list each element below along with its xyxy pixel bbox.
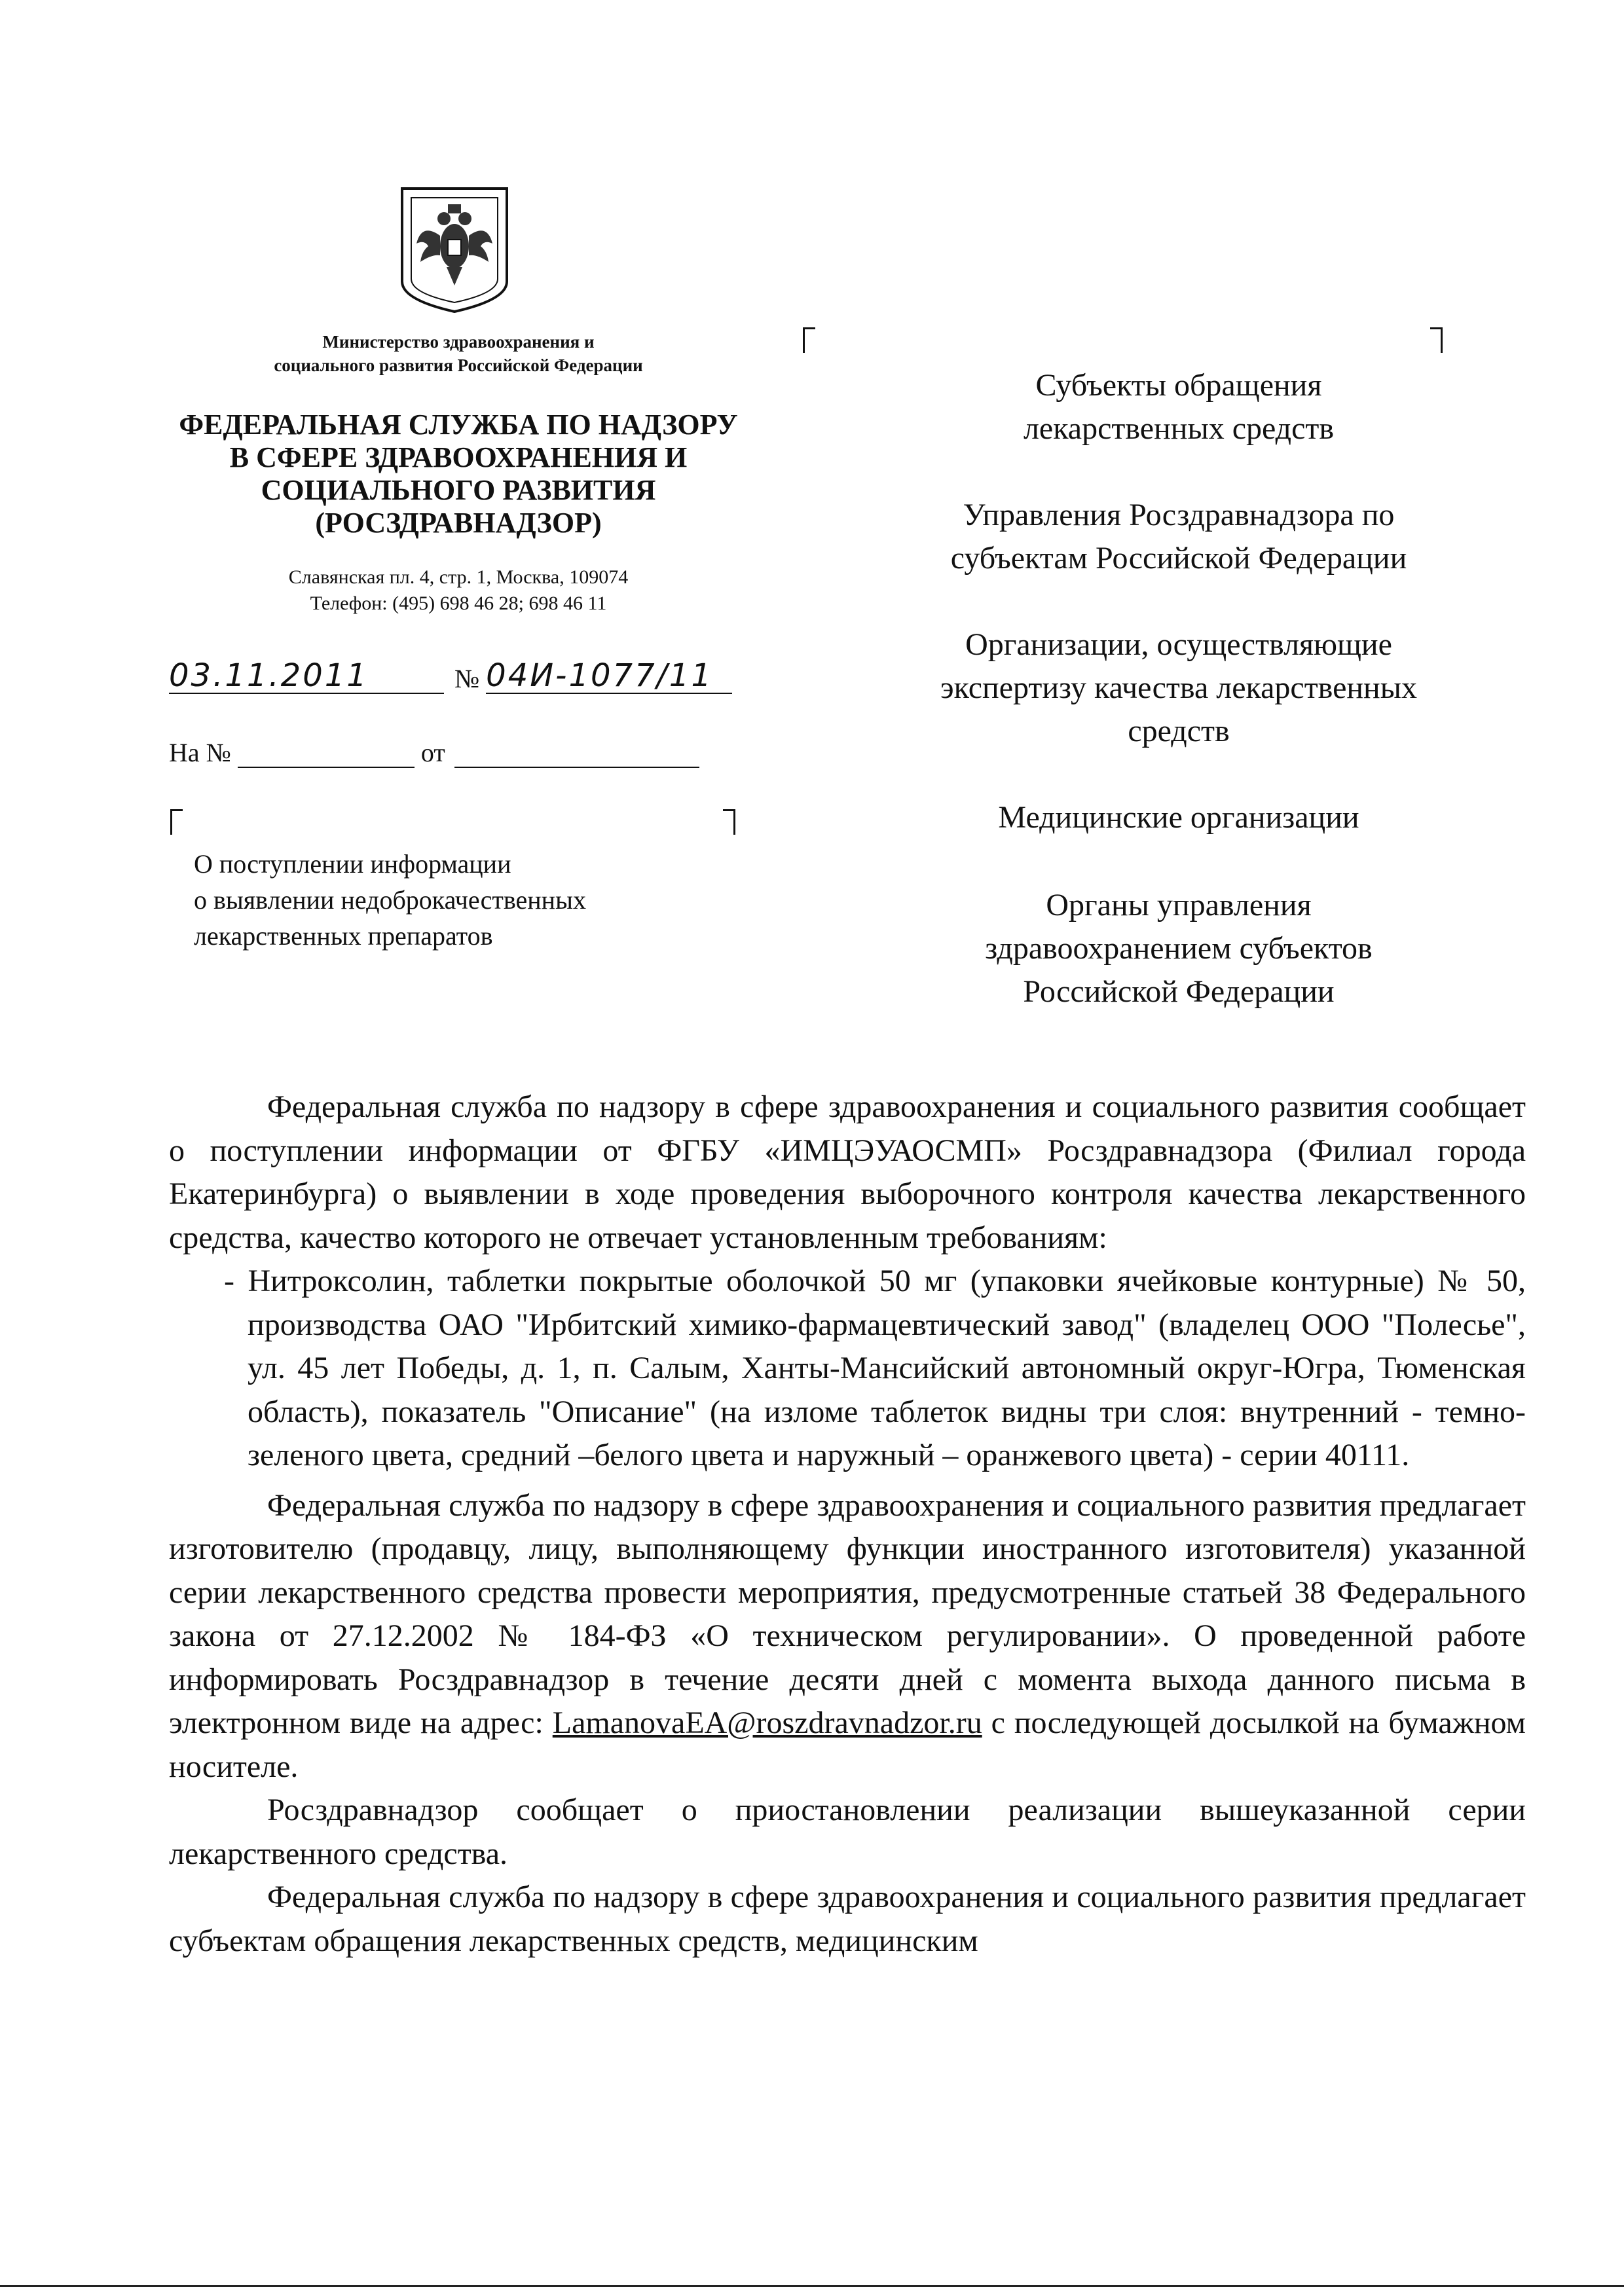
page-bottom-rule [0, 2285, 1624, 2287]
recipient-line: здравоохранением субъектов [985, 931, 1373, 966]
agency-line: (РОСЗДРАВНАДЗОР) [315, 507, 602, 539]
letter-body [169, 1085, 1526, 1963]
defect-item: - Нитроксолин, таблетки покрытые оболочкой 50 мг (упаковки ячейковые контурные) № 50, производства ОАО "Ирбитский химико-фармацевтический завод" (владелец ООО "Полесье", ул. 45 лет Победы, д. 1, п. Салым, Ханты-Мансийский автономный округ-Югра, Тюменская область), показатель "Описание" (на изломе таблеток видны три слоя: внутренний - темно-зеленого цвета, средний –белого цвета и наружный – оранжевого цвета) - серии 40111. [224, 1264, 1526, 1472]
recipient-2 [819, 494, 1539, 580]
recipient-line: Организации, осуществляющие [965, 627, 1392, 662]
recipient-bracket-left [803, 327, 815, 353]
registration-line [169, 659, 732, 694]
subject-block [194, 846, 783, 954]
phone-line: Телефон: (495) 698 46 28; 698 46 11 [310, 592, 607, 614]
ref-number-blank [238, 743, 415, 768]
recipient-line: лекарственных средств [1023, 411, 1335, 446]
recipient-line: Медицинские организации [998, 800, 1359, 835]
ministry-block [157, 330, 760, 377]
subject-line: лекарственных препаратов [194, 921, 493, 951]
recipient-5 [819, 884, 1539, 1013]
coat-of-arms-emblem [396, 183, 513, 314]
recipient-line: Органы управления [1046, 888, 1312, 922]
registration-date: 03.11.2011 [169, 659, 444, 694]
paragraph-text: с последующей досылкой на бумажном носителе. [169, 1705, 1526, 1784]
reference-line [169, 737, 699, 768]
recipient-line: средств [1128, 714, 1230, 748]
recipient-3 [819, 623, 1539, 753]
subject-line: О поступлении информации [194, 849, 511, 879]
recipient-line: экспертизу качества лекарственных [940, 670, 1417, 705]
address-line: Славянская пл. 4, стр. 1, Москва, 109074 [288, 566, 629, 588]
recipient-line: Управления Росздравнадзора по [963, 498, 1395, 532]
agency-block [131, 409, 786, 539]
subject-bracket-right [723, 809, 735, 835]
email-link[interactable]: LamanovaEA@roszdravnadzor.ru [552, 1705, 982, 1740]
recipient-1 [819, 364, 1539, 450]
registration-number: 04И-1077/11 [486, 659, 732, 694]
body-paragraph: Федеральная служба по надзору в сфере здравоохранения и социального развития сообщает о поступлении информации от ФГБУ «ИМЦЭУАОСМП» Росздравнадзора (Филиал города Екатеринбурга) о выявлении в ходе проведения выборочного контроля качества лекарственного средства, качество которого не отвечает установленным требованиям: [169, 1089, 1526, 1255]
agency-line: В СФЕРЕ ЗДРАВООХРАНЕНИЯ И [229, 441, 688, 473]
subject-line: о выявлении недоброкачественных [194, 885, 586, 915]
ref-date-blank [454, 743, 699, 768]
number-label: № [454, 664, 480, 693]
paragraph-text: Федеральная служба по надзору в сфере здравоохранения и социального развития предлагает изготовителю (продавцу, лицу, выполняющему функции иностранного изготовителя) указанной серии лекарственного средства провести мероприятия, предусмотренные статьей 38 Федерального закона от 27.12.2002 № 184-ФЗ «О техническом регулировании». О проведенной работе информировать Росздравнадзор в течение десяти дней с момента выхода данного письма в электронном виде на адрес: [169, 1487, 1526, 1740]
ref-label: На № [169, 738, 231, 767]
body-paragraph [169, 1484, 1526, 1789]
recipient-line: Субъекты обращения [1035, 368, 1322, 403]
subject-bracket-left [170, 809, 183, 835]
ministry-line: Министерство здравоохранения и [322, 332, 595, 352]
agency-line: ФЕДЕРАЛЬНАЯ СЛУЖБА ПО НАДЗОРУ [179, 409, 738, 441]
recipient-bracket-right [1430, 327, 1443, 353]
recipient-line: Российской Федерации [1023, 974, 1335, 1009]
ministry-line: социального развития Российской Федерации [274, 355, 643, 375]
recipient-line: субъектам Российской Федерации [950, 541, 1407, 575]
body-paragraph: Росздравнадзор сообщает о приостановлении реализации вышеуказанной серии лекарственного средства. [169, 1793, 1526, 1871]
body-paragraph: Федеральная служба по надзору в сфере здравоохранения и социального развития предлагает субъектам обращения лекарственных средств, медицинским [169, 1880, 1526, 1958]
agency-address [131, 564, 786, 617]
from-label: от [420, 738, 445, 767]
recipient-4 [819, 796, 1539, 839]
agency-line: СОЦИАЛЬНОГО РАЗВИТИЯ [261, 474, 656, 506]
